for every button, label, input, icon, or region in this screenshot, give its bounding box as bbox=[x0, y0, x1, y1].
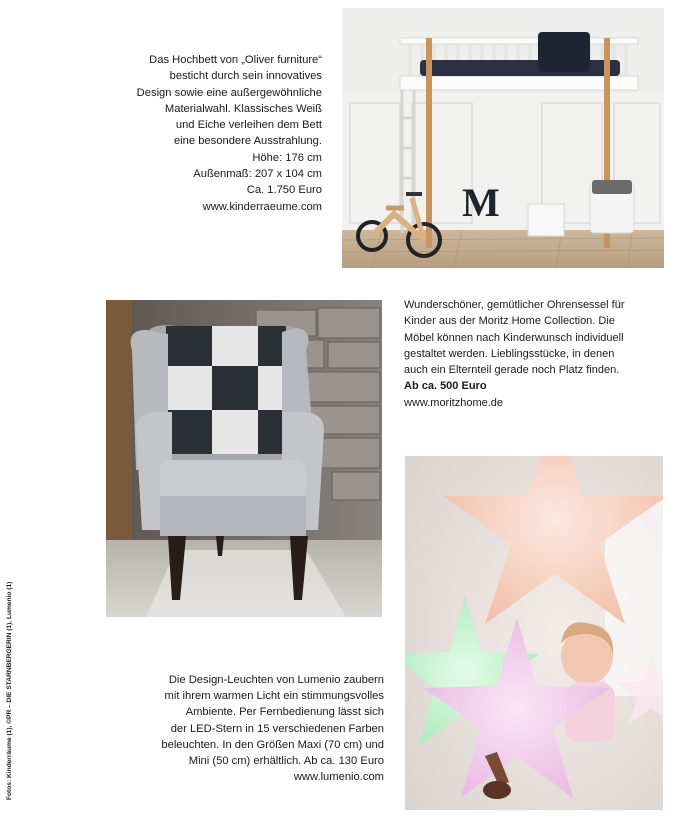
bed-description bbox=[60, 52, 322, 215]
chair-url: www.moritzhome.de bbox=[404, 396, 504, 409]
lamp-description bbox=[100, 672, 384, 785]
bed-height: Höhe: 176 cm bbox=[252, 151, 322, 164]
bed-text-line: besticht durch sein innovatives bbox=[169, 70, 322, 83]
bed-text-line: und Eiche verleihen dem Bett bbox=[175, 119, 322, 132]
lamp-text-line: Ambiente. Per Fernbedienung lässt sich bbox=[185, 706, 384, 719]
armchair-photo bbox=[106, 300, 382, 617]
lamp-text-line: der LED-Stern in 15 verschiedenen Farben bbox=[170, 722, 384, 735]
bed-text-line: Das Hochbett von „Oliver furniture“ bbox=[149, 54, 322, 66]
chair-text-line: gestaltet werden. Lieblingsstücke, in denen bbox=[404, 347, 615, 360]
star-lamp-photo bbox=[405, 456, 663, 810]
bed-price: Ca. 1.750 Euro bbox=[246, 184, 322, 197]
lamp-url: www.lumenio.com bbox=[293, 771, 384, 784]
bed-url: www.kinderraeume.com bbox=[202, 200, 322, 213]
letter-m-decoration: M bbox=[462, 180, 500, 225]
lamp-text-line: mit ihrem warmen Licht ein stimmungsvolles bbox=[164, 690, 384, 703]
chair-text-line: Möbel können nach Kinderwunsch individuell bbox=[404, 331, 624, 344]
bed-text-line: Materialwahl. Klassisches Weiß bbox=[164, 102, 322, 115]
chair-text-line: Wunderschöner, gemütlicher Ohrensessel für bbox=[404, 299, 625, 311]
loft-bed-photo bbox=[342, 8, 664, 268]
lamp-text-line: Die Design-Leuchten von Lumenio zaubern bbox=[168, 674, 384, 686]
armchair-description bbox=[404, 297, 672, 411]
lamp-text-line: Mini (50 cm) erhältlich. Ab ca. 130 Euro bbox=[188, 755, 384, 768]
bed-text-line: eine besondere Ausstrahlung. bbox=[173, 135, 322, 148]
chair-text-line: auch ein Elternteil gerade noch Platz finden. bbox=[404, 364, 620, 377]
chair-text-line: Kinder aus der Moritz Home Collection. Die bbox=[404, 315, 615, 328]
chair-price: Ab ca. 500 Euro bbox=[404, 380, 487, 393]
photo-credit: Fotos: Kinderräume (1), ©PR – DIE STARNBERGERIN (1), Lumenio (1) bbox=[6, 581, 13, 800]
bed-dimensions: Außenmaß: 207 x 104 cm bbox=[193, 168, 322, 181]
bed-text-line: Design sowie eine außergewöhnliche bbox=[136, 86, 322, 99]
lamp-text-line: beleuchten. In den Größen Maxi (70 cm) und bbox=[161, 738, 384, 751]
